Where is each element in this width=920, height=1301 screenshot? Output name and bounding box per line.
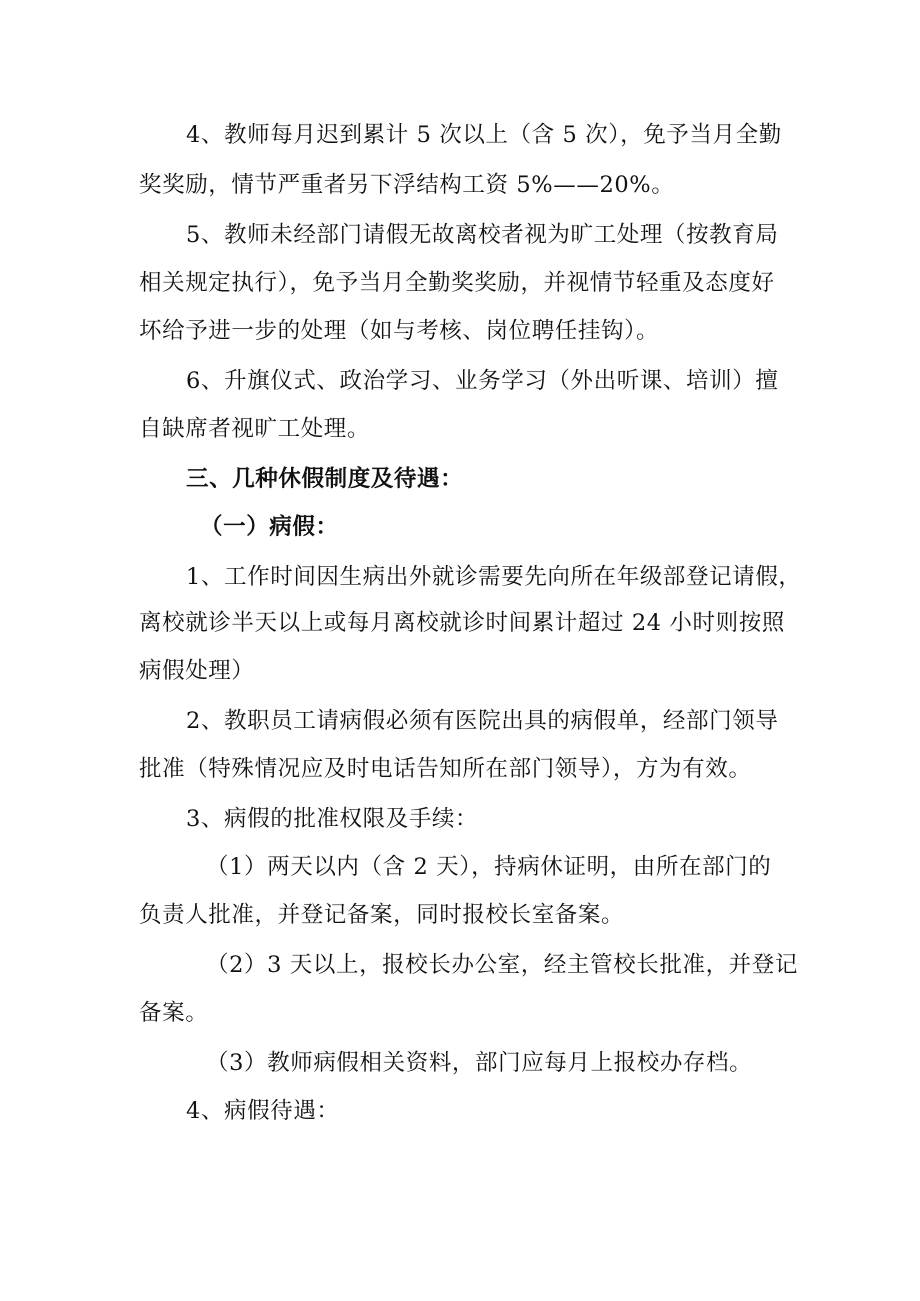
approval-rule-2-line-2: 备案。 bbox=[139, 1000, 209, 1026]
approval-rule-3: （3）教师病假相关资料，部门应每月上报校办存档。 bbox=[206, 1050, 753, 1076]
approval-rule-2-line-1: （2）3 天以上，报校长办公室，经主管校长批准，并登记 bbox=[206, 952, 798, 978]
sick-leave-item-4: 4、病假待遇： bbox=[186, 1098, 340, 1124]
sick-leave-item-1-line-3: 病假处理） bbox=[139, 658, 255, 684]
sick-leave-item-2-line-2: 批准（特殊情况应及时电话告知所在部门领导），方为有效。 bbox=[139, 756, 752, 782]
subsection-heading: （一）病假： bbox=[200, 514, 339, 540]
sick-leave-item-1-line-1: 1、工作时间因生病出外就诊需要先向所在年级部登记请假， bbox=[186, 564, 802, 590]
paragraph-6-line-2: 自缺席者视旷工处理。 bbox=[139, 416, 371, 442]
approval-rule-1-line-2: 负责人批准，并登记备案，同时报校长室备案。 bbox=[139, 902, 625, 928]
paragraph-5-line-2: 相关规定执行），免予当月全勤奖奖励，并视情节轻重及态度好 bbox=[139, 270, 775, 296]
sick-leave-item-1-line-2: 离校就诊半天以上或每月离校就诊时间累计超过 24 小时则按照 bbox=[139, 610, 785, 636]
section-heading: 三、几种休假制度及待遇： bbox=[186, 466, 464, 492]
paragraph-5-line-1: 5、教师未经部门请假无故离校者视为旷工处理（按教育局 bbox=[186, 222, 779, 248]
paragraph-5-line-3: 坏给予进一步的处理（如与考核、岗位聘任挂钩）。 bbox=[139, 318, 660, 344]
sick-leave-item-3: 3、病假的批准权限及手续： bbox=[186, 806, 479, 832]
paragraph-4-line-1: 4、教师每月迟到累计 5 次以上（含 5 次），免予当月全勤 bbox=[186, 122, 782, 148]
paragraph-4-line-2: 奖奖励，情节严重者另下浮结构工资 5%——20%。 bbox=[139, 172, 675, 198]
sick-leave-item-2-line-1: 2、教职员工请病假必须有医院出具的病假单，经部门领导 bbox=[186, 708, 779, 734]
approval-rule-1-line-1: （1）两天以内（含 2 天），持病休证明，由所在部门的 bbox=[206, 854, 772, 880]
paragraph-6-line-1: 6、升旗仪式、政治学习、业务学习（外出听课、培训）擅 bbox=[186, 368, 779, 394]
